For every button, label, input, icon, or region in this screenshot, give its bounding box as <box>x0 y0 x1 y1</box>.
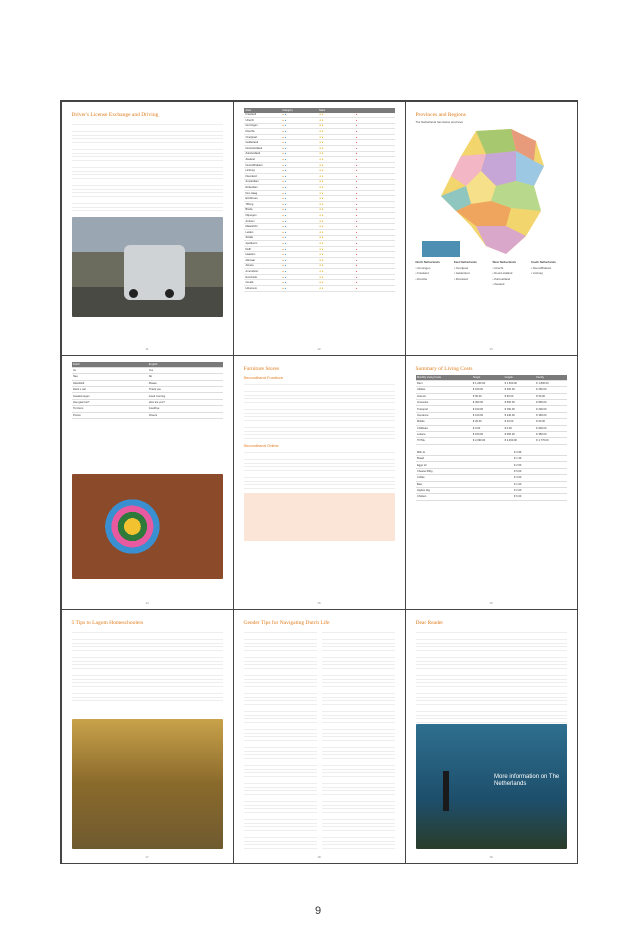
table-row: Hilversum ● ● ★★ ● <box>244 286 395 292</box>
table-row: Hoe gaat het? How are you? <box>72 399 223 405</box>
body-text <box>72 121 223 211</box>
body-text <box>244 449 395 489</box>
region-column: South Netherlands • Noord-Brabant • Limburg <box>531 260 556 276</box>
page-title: Gender Tips for Navigating Dutch Life <box>243 619 330 626</box>
page-title: Provinces and Regions <box>415 111 466 118</box>
table-row: Arnhem ● ● ★★ ● <box>244 219 395 225</box>
table-row: Proost Cheers <box>72 412 223 418</box>
region-column: East Netherlands • Overijssel • Gelderland • Flevoland <box>454 260 477 281</box>
banner-text: More information on The Netherlands <box>494 773 560 787</box>
table-row: Enschede ● ● ★★ ● <box>244 275 395 281</box>
section-heading: Secondhand Furniture <box>243 374 284 380</box>
table-row: Zwolle ● ● ★★ ● <box>244 236 395 242</box>
table-row: Amsterdam ● ● ★★ ● <box>244 180 395 186</box>
table-row: Tilburg ● ● ★★ ● <box>244 202 395 208</box>
regions <box>416 261 567 289</box>
table-row: Chicken € 6.00 <box>416 494 567 500</box>
table-row: Groceries € 300.00 € 500.00 € 800.00 <box>416 400 567 406</box>
prices-table <box>416 450 567 501</box>
callout-box <box>244 493 395 541</box>
region-column: West Netherlands • Utrecht • Noord-Holland • Zuid-Holland • Zeeland <box>492 260 517 287</box>
info-box <box>422 241 460 257</box>
page-title: Summary of Living Costs <box>415 365 473 372</box>
table-row: TOTAL € 2,090.00 € 2,930.00 € 4,770.00 <box>416 438 567 444</box>
page-furniture <box>233 355 406 610</box>
body-text <box>416 629 567 729</box>
page-number: 13 <box>489 346 493 351</box>
page-number: 14 <box>145 600 149 605</box>
table-row: Beer € 1.00 <box>416 481 567 487</box>
table-row: Overijssel ● ● ★★ ● <box>244 135 395 141</box>
table-row: Eggs 12 € 2.50 <box>416 462 567 468</box>
table-row: Alkmaar ● ● ★★ ● <box>244 258 395 264</box>
page-title: Driver's License Exchange and Driving <box>71 111 159 118</box>
page-dear-reader <box>405 609 578 864</box>
table-row: Zeeland ● ● ★★ ● <box>244 157 395 163</box>
costs-table: Monthly Living Costs Single Couple Family Rent € 1,200.00 € 1,500.00 € 1,800.00 Utilities € 150.00 € 200.00 € 250.00 Internet € 50.00 € 50.00 € 50.00 Groceries € 300.00 € 500.00 € 800.00 Transport € 100.00 € 150.00 € 200.00 Insurance € 120.00 € 240.00 € 360.00 Mobile € 20.00 € 40.00 € 60.00 Childcare € 0.00 € 0.00 € 900.00 Leisure € 150.00 € 250.00 € 350.00 TOTAL € 2,090.00 € 2,930.00 € 4,770.00 <box>416 375 567 445</box>
table-header: Area Category Stars <box>244 108 395 113</box>
table-row: Insurance € 120.00 € 240.00 € 360.00 <box>416 412 567 418</box>
page-provinces <box>405 101 578 356</box>
page-number: 12 <box>317 346 321 351</box>
table-row: Almere ● ● ★★ ● <box>244 264 395 270</box>
page-number: 11 <box>145 346 149 351</box>
table-row: Tot ziens Goodbye <box>72 406 223 412</box>
page-title: Furniture Stores <box>243 365 280 372</box>
table-row: Haarlem ● ● ★★ ● <box>244 252 395 258</box>
table-row: Maastricht ● ● ★★ ● <box>244 224 395 230</box>
page-gender-tips <box>233 609 406 864</box>
table-row: Friesland ● ● ★★ ● <box>244 113 395 119</box>
table-row: Childcare € 0.00 € 0.00 € 900.00 <box>416 425 567 431</box>
table-row: Limburg ● ● ★★ ● <box>244 168 395 174</box>
province-map <box>416 126 567 261</box>
body-text <box>72 629 223 704</box>
page-overview-table <box>233 101 406 356</box>
page-number: 17 <box>145 854 149 859</box>
table-row: Bread € 1.49 <box>416 456 567 462</box>
table-row: Cheese 500g € 5.00 <box>416 468 567 474</box>
page-number: 16 <box>489 600 493 605</box>
table-row: Amersfoort ● ● ★★ ● <box>244 269 395 275</box>
car-photo <box>72 217 223 317</box>
table-row: Noord-Holland ● ● ★★ ● <box>244 146 395 152</box>
table-row: Delft ● ● ★★ ● <box>244 247 395 253</box>
table-row: Nijmegen ● ● ★★ ● <box>244 213 395 219</box>
page-number: 15 <box>317 600 321 605</box>
table-row: Gelderland ● ● ★★ ● <box>244 140 395 146</box>
phrase-table: Dutch English Ja Yes Nee No Alstublieft Please Dank u wel Thank you Goedemorgen Good morning Hoe gaat het? How are you? Tot ziens Goodbye Proost Cheers <box>72 362 223 419</box>
table-row: Transport € 100.00 € 150.00 € 200.00 <box>416 406 567 412</box>
page-living-costs <box>405 355 578 610</box>
table-row: Milk 1L € 0.99 <box>416 450 567 456</box>
page-tips <box>61 609 234 864</box>
page-number: 18 <box>317 854 321 859</box>
page-title: 5 Tips to Lagom Homeschoolers <box>71 619 144 626</box>
page-title: Dear Reader <box>415 619 444 626</box>
knitted-bike-photo <box>72 474 223 579</box>
table-row: Ja Yes <box>72 367 223 373</box>
page-driving <box>61 101 234 356</box>
table-row: Mobile € 20.00 € 40.00 € 60.00 <box>416 419 567 425</box>
region-column: North Netherlands • Groningen • Friesland • Drenthe <box>415 260 440 281</box>
autumn-forest-photo <box>72 719 223 849</box>
table-row: Internet € 50.00 € 50.00 € 50.00 <box>416 393 567 399</box>
table-row: Rotterdam ● ● ★★ ● <box>244 185 395 191</box>
table-row: Coffee € 3.00 <box>416 475 567 481</box>
two-column-text <box>244 629 395 854</box>
table-row: Den Haag ● ● ★★ ● <box>244 191 395 197</box>
table-row: Noord-Brabant ● ● ★★ ● <box>244 163 395 169</box>
sheet-number: 9 <box>314 905 322 917</box>
table-row: Utilities € 150.00 € 200.00 € 250.00 <box>416 387 567 393</box>
page-number: 19 <box>489 854 493 859</box>
table-row: Rent € 1,200.00 € 1,500.00 € 1,800.00 <box>416 380 567 386</box>
body-text <box>244 381 395 441</box>
table-row: Drenthe ● ● ★★ ● <box>244 129 395 135</box>
table-row: Zuid-Holland ● ● ★★ ● <box>244 152 395 158</box>
table-row: Alstublieft Please <box>72 380 223 386</box>
table-row: Nee No <box>72 374 223 380</box>
table-row: Utrecht ● ● ★★ ● <box>244 118 395 124</box>
table-row: Groningen ● ● ★★ ● <box>244 124 395 130</box>
table-row: Leisure € 150.00 € 250.00 € 350.00 <box>416 431 567 437</box>
table-row: Eindhoven ● ● ★★ ● <box>244 196 395 202</box>
table-row: Gouda ● ● ★★ ● <box>244 280 395 286</box>
contact-sheet <box>60 100 578 864</box>
table-row: Dank u wel Thank you <box>72 387 223 393</box>
table-row: Flevoland ● ● ★★ ● <box>244 174 395 180</box>
intro-text: The Netherlands has twelve provinces <box>415 119 463 124</box>
windmill-photo <box>416 724 567 849</box>
table-row: Breda ● ● ★★ ● <box>244 208 395 214</box>
section-heading: Secondhand Online <box>243 442 279 448</box>
table-row: Apeldoorn ● ● ★★ ● <box>244 241 395 247</box>
page-phrases <box>61 355 234 610</box>
table-body <box>244 113 395 292</box>
table-row: Goedemorgen Good morning <box>72 393 223 399</box>
table-row: Leiden ● ● ★★ ● <box>244 230 395 236</box>
table-row: Apples 1kg € 2.00 <box>416 487 567 493</box>
